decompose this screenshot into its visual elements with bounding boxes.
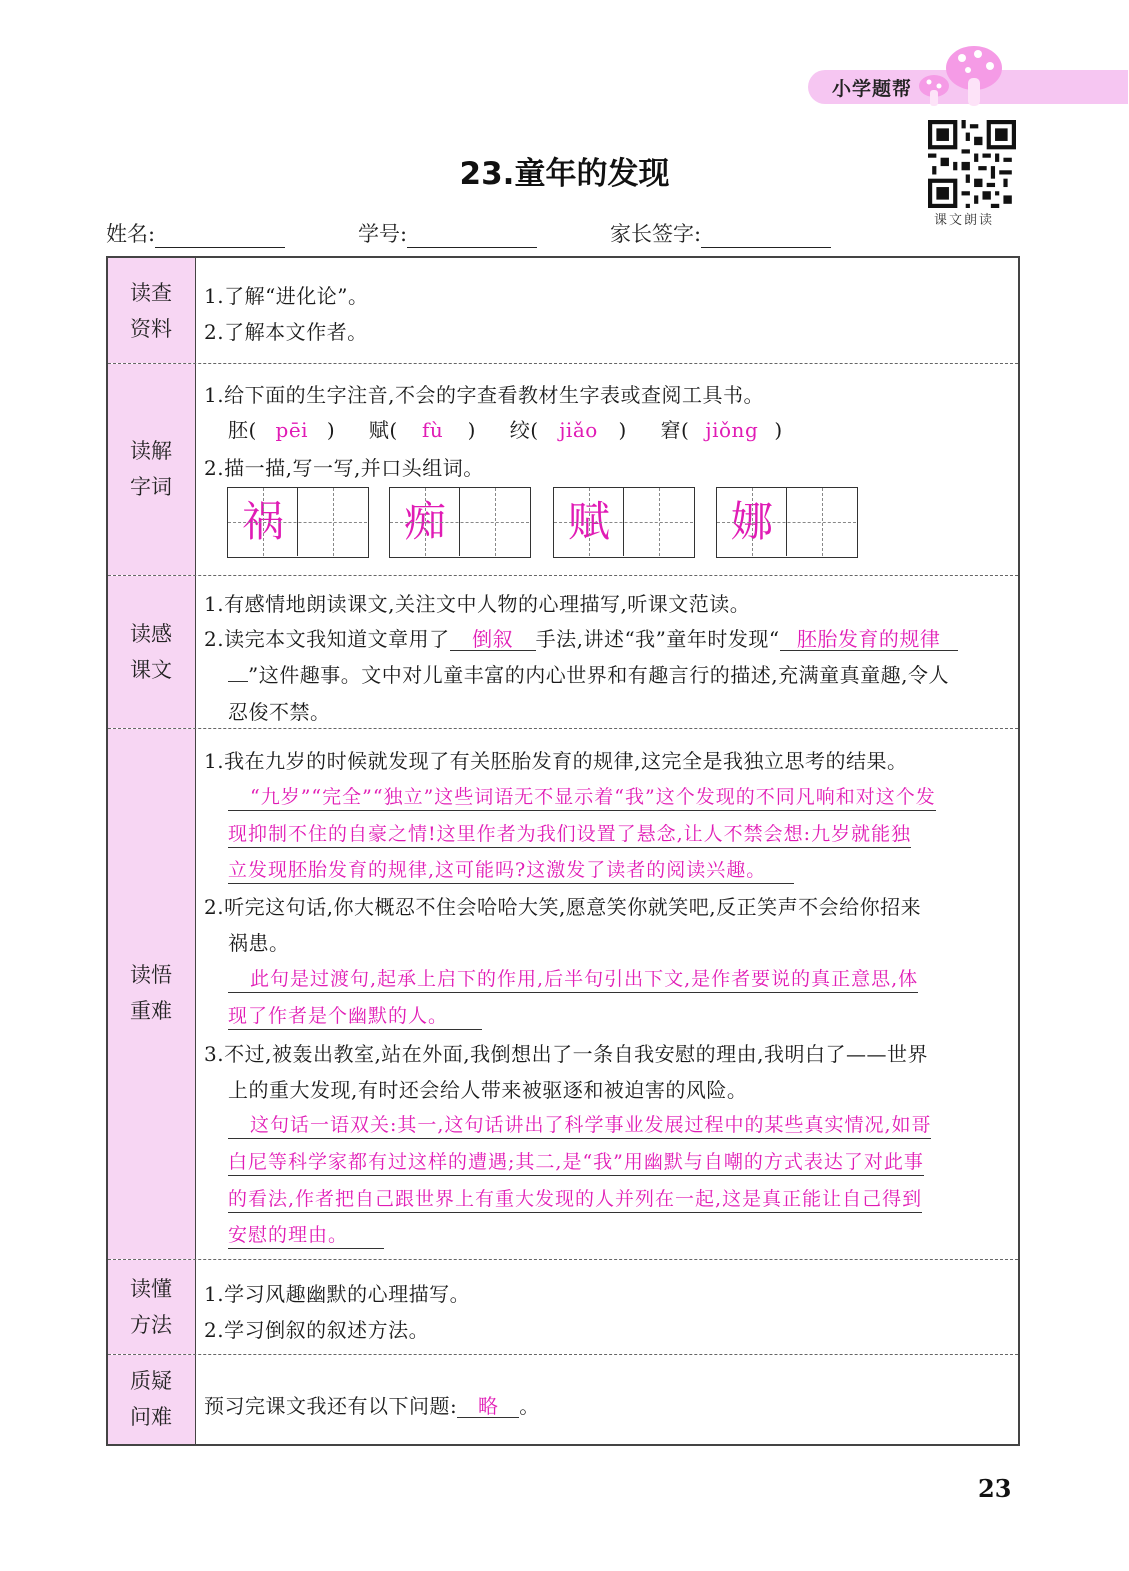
section-side-5	[108, 1260, 196, 1354]
insight-answer-3[interactable]: 这句话一语双关:其一,这句话讲出了科学事业发展过程中的某些真实情况,如哥	[228, 1110, 931, 1137]
feel-question-2-end: 忍俊不禁。	[228, 700, 331, 724]
trace-char: 痴	[403, 497, 446, 546]
words-question-2: 2.描一描,写一写,并口头组词。	[204, 456, 484, 480]
words-question-1: 1.给下面的生字注音,不会的字查看教材生字表或查阅工具书。	[204, 383, 764, 407]
insight-question-3: 3.不过,被轰出教室,站在外面,我倒想出了一条自我安慰的理由,我明白了——世界	[204, 1042, 929, 1066]
divider	[108, 575, 1018, 576]
brand-label: 小学题帮	[832, 78, 913, 100]
trace-char: 祸	[241, 497, 284, 546]
section-side-3	[108, 576, 196, 728]
page-number: 23	[978, 1474, 1012, 1503]
insight-answer-3[interactable]: 白尼等科学家都有过这样的遭遇;其二,是“我”用幽默与自嘲的方式表达了对此事	[228, 1147, 924, 1174]
divider	[108, 728, 1018, 729]
writing-grid[interactable]	[553, 487, 695, 558]
method-item-2: 2.学习倒叙的叙述方法。	[204, 1318, 430, 1342]
parent-field	[610, 218, 831, 248]
question-prompt: 预习完课文我还有以下问题: 略 。	[204, 1394, 540, 1418]
name-field	[106, 218, 285, 248]
research-item-1: 1.了解“进化论”。	[204, 284, 369, 308]
insight-answer-2[interactable]: 现了作者是个幽默的人。	[228, 1001, 482, 1028]
pinyin-char: 胚	[228, 418, 249, 442]
section-label: 读解 字词	[130, 439, 172, 499]
pinyin-answer[interactable]: fù	[422, 418, 444, 442]
name-label: 姓名:	[106, 222, 156, 246]
pinyin-row: 胚( pēi ) 赋( fù ) 绞( jiǎo ) 窘( jiǒng )	[228, 418, 783, 442]
insight-answer-1[interactable]: 立发现胚胎发育的规律,这可能吗?这激发了读者的阅读兴趣。	[228, 855, 794, 882]
id-field	[358, 218, 537, 248]
section-side-6	[108, 1355, 196, 1444]
question-answer[interactable]: 略	[457, 1395, 519, 1418]
writing-grid[interactable]	[716, 487, 858, 558]
insight-answer-1[interactable]: 现抑制不住的自豪之情!这里作者为我们设置了悬念,让人不禁会想:九岁就能独	[228, 819, 911, 846]
answer-blank[interactable]: 倒叙	[450, 628, 536, 651]
pinyin-answer[interactable]: jiǎo	[559, 418, 598, 442]
insight-question-2: 2.听完这句话,你大概忍不住会哈哈大笑,愿意笑你就笑吧,反正笑声不会给你招来	[204, 895, 922, 919]
section-side-4	[108, 729, 196, 1259]
section-label: 读懂 方法	[130, 1277, 172, 1337]
pinyin-answer[interactable]: pēi	[275, 418, 309, 442]
research-item-2: 2.了解本文作者。	[204, 320, 368, 344]
insight-answer-1[interactable]: “九岁”“完全”“独立”这些词语无不显示着“我”这个发现的不同凡响和对这个发	[228, 782, 936, 809]
section-label: 读查 资料	[130, 281, 172, 341]
pinyin-char: 绞	[509, 418, 531, 442]
section-label: 质疑 问难	[130, 1369, 172, 1429]
insight-answer-3[interactable]: 的看法,作者把自己跟世界上有重大发现的人并列在一起,这是真正能让自己得到	[228, 1184, 922, 1211]
pinyin-char: 赋	[368, 418, 390, 442]
id-label: 学号:	[358, 222, 408, 246]
section-side-1	[108, 258, 196, 363]
writing-grid[interactable]	[389, 487, 531, 558]
parent-label: 家长签字:	[610, 222, 702, 246]
divider	[108, 363, 1018, 364]
section-label: 读感 课文	[130, 622, 172, 682]
page-title: 23.童年的发现	[459, 156, 670, 192]
insight-question-2-cont: 祸患。	[228, 931, 290, 955]
mushroom-icon	[916, 42, 1006, 110]
feel-question-2-cont: ”这件趣事。文中对儿童丰富的内心世界和有趣言行的描述,充满童真童趣,令人	[228, 659, 949, 688]
id-blank[interactable]	[407, 226, 537, 248]
section-label: 读悟 重难	[130, 963, 172, 1023]
name-blank[interactable]	[155, 226, 285, 248]
trace-char: 娜	[730, 497, 773, 546]
divider	[108, 1259, 1018, 1260]
parent-blank[interactable]	[701, 226, 831, 248]
divider	[108, 1354, 1018, 1355]
pinyin-answer[interactable]: jiǒng	[705, 418, 759, 442]
qr-caption: 课文朗读	[934, 213, 995, 228]
insight-answer-2[interactable]: 此句是过渡句,起承上启下的作用,后半句引出下文,是作者要说的真正意思,体	[228, 964, 918, 991]
feel-question-1: 1.有感情地朗读课文,关注文中人物的心理描写,听课文范读。	[204, 592, 751, 616]
insight-question-3-cont: 上的重大发现,有时还会给人带来被驱逐和被迫害的风险。	[228, 1078, 748, 1102]
trace-char: 赋	[567, 497, 610, 546]
method-item-1: 1.学习风趣幽默的心理描写。	[204, 1282, 471, 1306]
insight-answer-3[interactable]: 安慰的理由。	[228, 1220, 384, 1247]
section-side-2	[108, 364, 196, 575]
writing-grid[interactable]	[227, 487, 369, 558]
insight-question-1: 1.我在九岁的时候就发现了有关胚胎发育的规律,这完全是我独立思考的结果。	[204, 749, 908, 773]
feel-question-2: 2.读完本文我知道文章用了 倒叙 手法,讲述“我”童年时发现“ 胚胎发育的规律	[204, 623, 958, 652]
answer-blank[interactable]: 胚胎发育的规律	[780, 628, 958, 651]
pinyin-char: 窘	[660, 418, 682, 442]
